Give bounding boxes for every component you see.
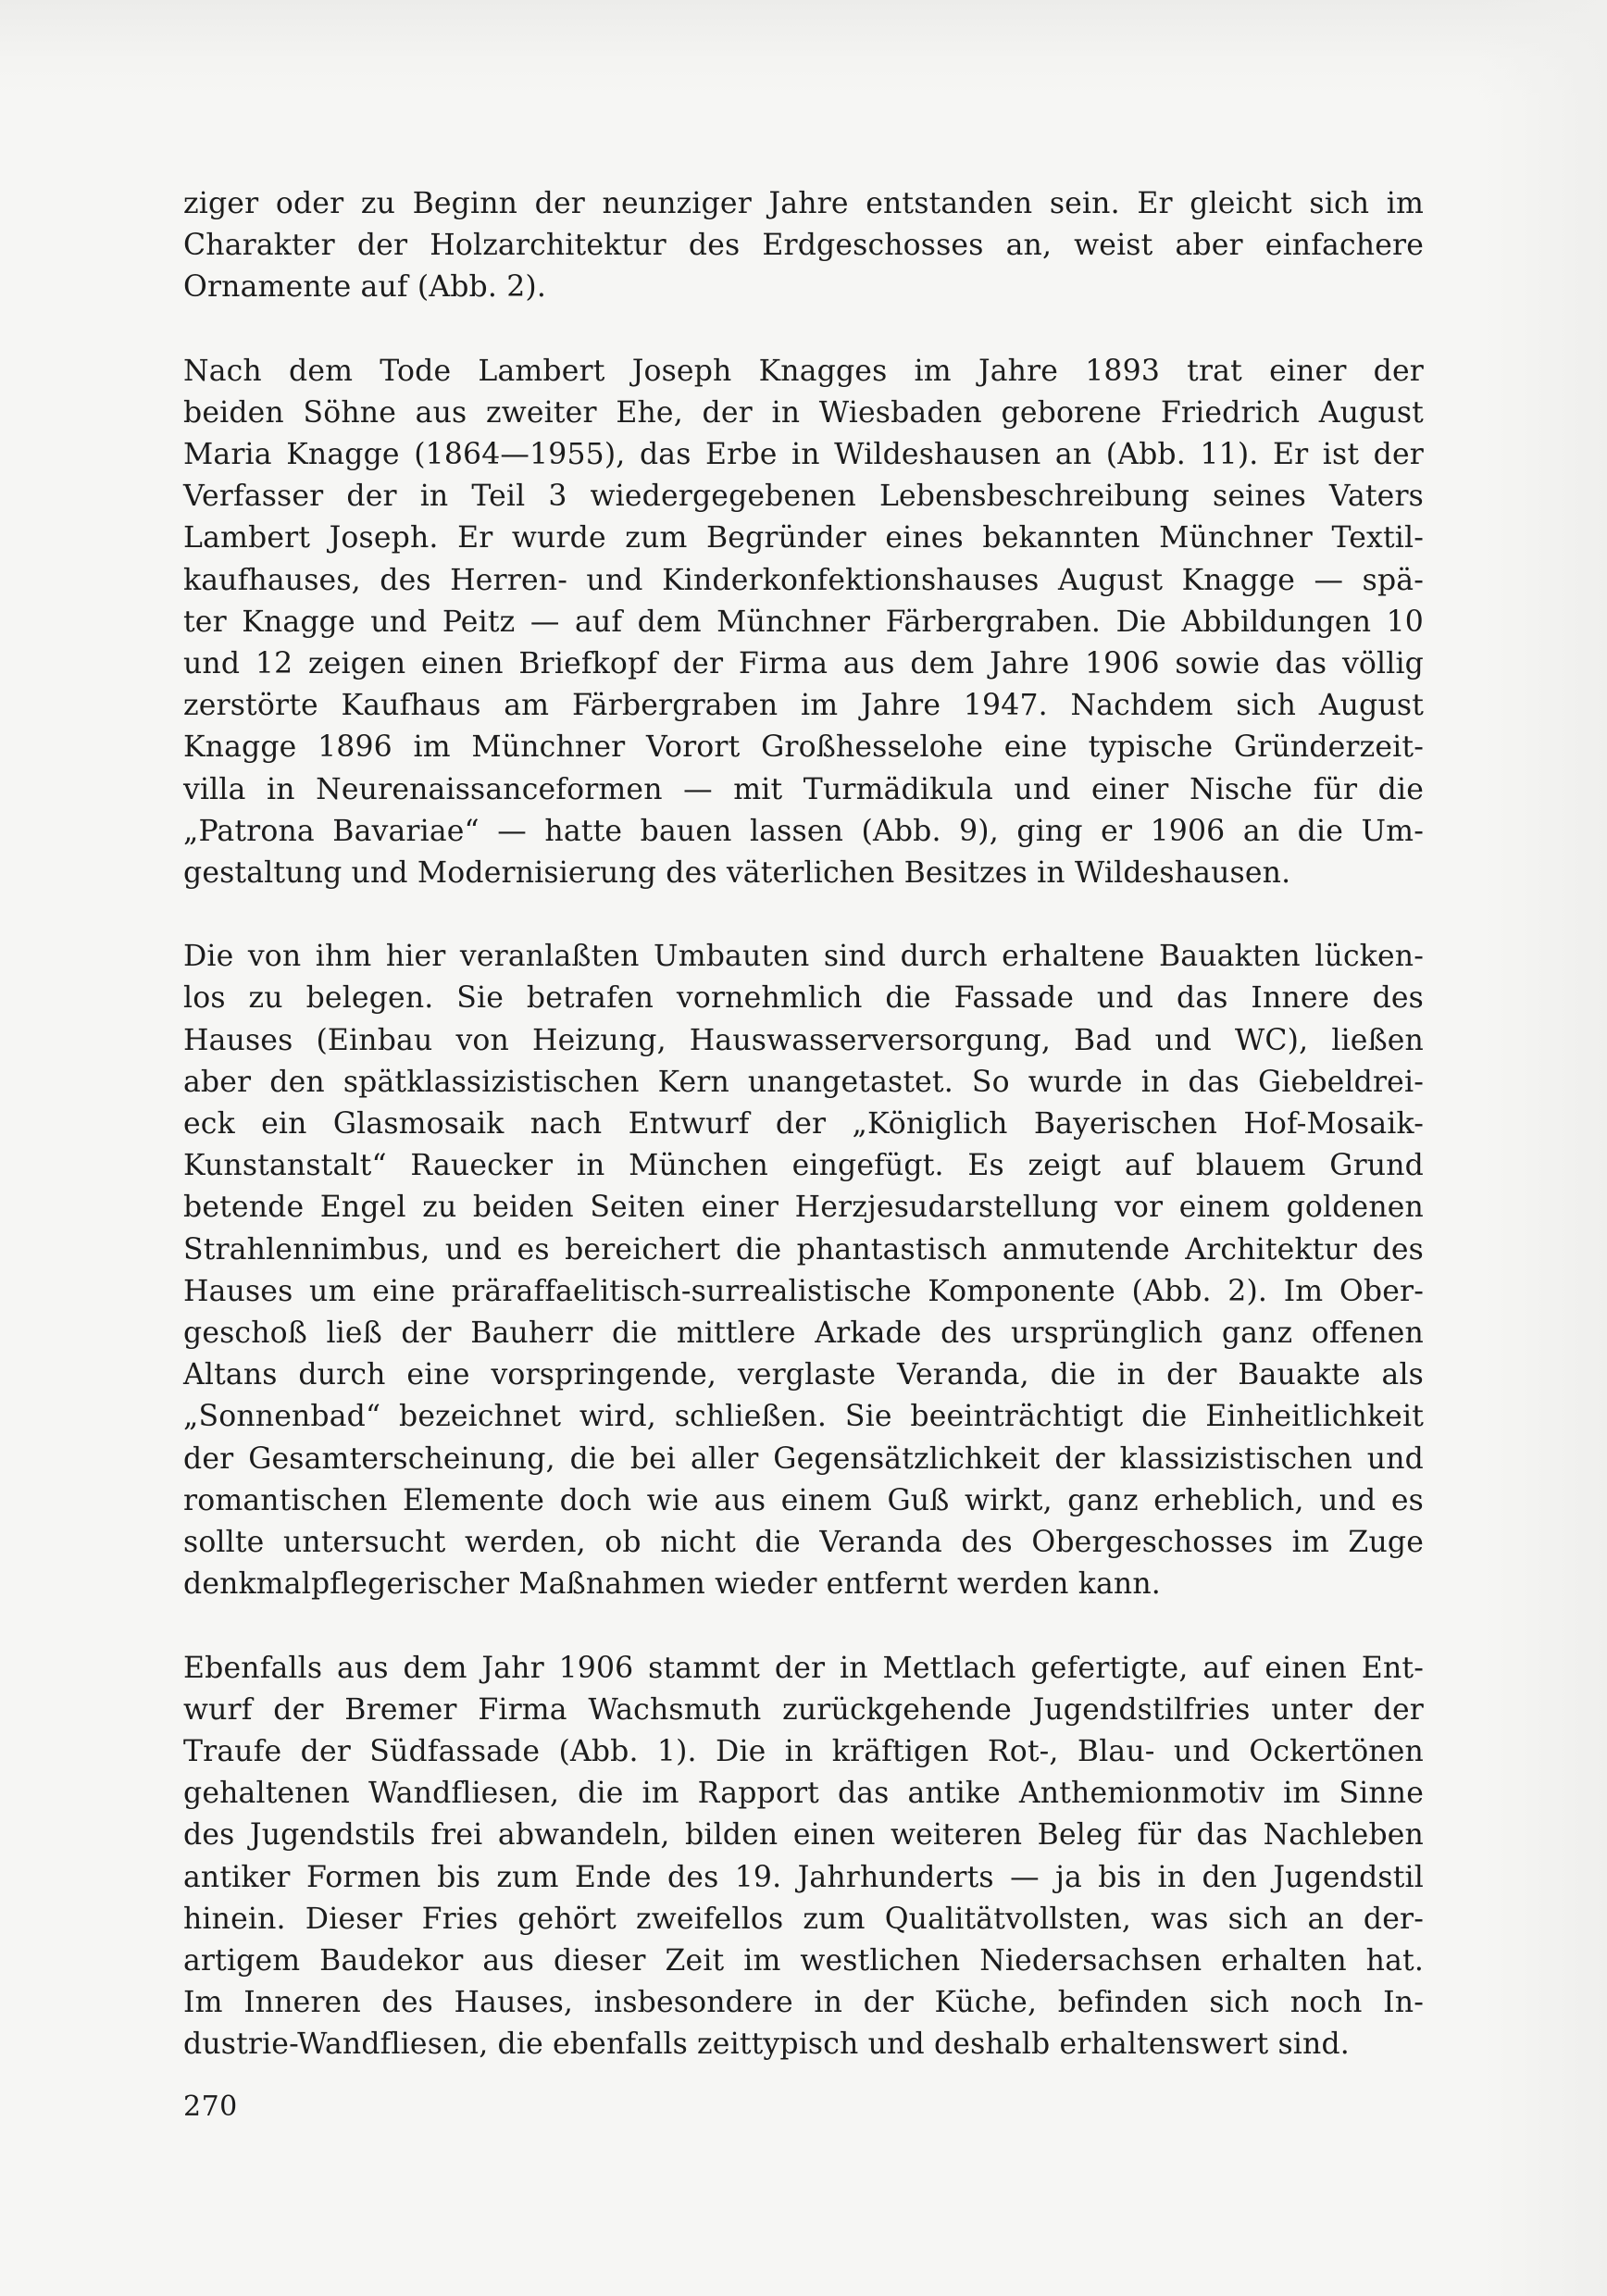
text-line: „Sonnenbad“ bezeichnet wird, schließen. Sie beeinträchtigt die Einheitlichkeit bbox=[183, 1400, 1424, 1434]
text-line: Altans durch eine vorspringende, verglaste Veranda, die in der Bauakte als bbox=[183, 1358, 1424, 1392]
text-line: antiker Formen bis zum Ende des 19. Jahrhunderts — ja bis in den Jugendstil bbox=[183, 1860, 1424, 1894]
text-line: gehaltenen Wandfliesen, die im Rapport das antike Anthemionmotiv im Sinne bbox=[183, 1777, 1424, 1811]
text-line: denkmalpflegerischer Maßnahmen wieder entfernt werden kann. bbox=[183, 1567, 1161, 1602]
text-line: Hauses um eine präraffaelitisch-surrealistische Komponente (Abb. 2). Im Ober- bbox=[183, 1274, 1424, 1308]
text-line: romantischen Elemente doch wie aus einem Guß wirkt, ganz erheblich, und es bbox=[183, 1483, 1424, 1517]
text-line: Im Inneren des Hauses, insbesondere in der Küche, befinden sich noch In- bbox=[183, 1986, 1424, 2020]
text-line: Nach dem Tode Lambert Joseph Knagges im Jahre 1893 trat einer der bbox=[183, 354, 1424, 388]
text-line: Ornamente auf (Abb. 2). bbox=[183, 270, 546, 305]
paragraph bbox=[183, 1648, 1424, 2066]
text-line: Die von ihm hier veranlaßten Umbauten sind durch erhaltene Bauakten lücken- bbox=[183, 940, 1424, 974]
page-number: 270 bbox=[183, 2090, 238, 2123]
text-line: hinein. Dieser Fries gehört zweifellos zum Qualitätvollsten, was sich an der- bbox=[183, 1902, 1424, 1936]
text-line: Ebenfalls aus dem Jahr 1906 stammt der in Mettlach gefertigte, auf einen Ent- bbox=[183, 1651, 1424, 1685]
text-line: Maria Knagge (1864—1955), das Erbe in Wildeshausen an (Abb. 11). Er ist der bbox=[183, 438, 1424, 472]
text-line: und 12 zeigen einen Briefkopf der Firma aus dem Jahre 1906 sowie das völlig bbox=[183, 647, 1424, 681]
text-line: wurf der Bremer Firma Wachsmuth zurückgehende Jugendstilfries unter der bbox=[183, 1692, 1424, 1727]
text-line: betende Engel zu beiden Seiten einer Herzjesudarstellung vor einem goldenen bbox=[183, 1191, 1424, 1225]
text-line: Kunstanstalt“ Rauecker in München eingefügt. Es zeigt auf blauem Grund bbox=[183, 1149, 1424, 1183]
text-line: der Gesamterscheinung, die bei aller Gegensätzlichkeit der klassizistischen und bbox=[183, 1441, 1424, 1476]
text-line: artigem Baudekor aus dieser Zeit im westlichen Niedersachsen erhalten hat. bbox=[183, 1943, 1424, 1978]
paragraph bbox=[183, 936, 1424, 1605]
page-shadow-top bbox=[0, 0, 1607, 102]
text-line: ter Knagge und Peitz — auf dem Münchner Färbergraben. Die Abbildungen 10 bbox=[183, 605, 1424, 639]
text-line: „Patrona Bavariae“ — hatte bauen lassen (Abb. 9), ging er 1906 an die Um- bbox=[183, 814, 1424, 848]
text-line: Charakter der Holzarchitektur des Erdgeschosses an, weist aber einfachere bbox=[183, 229, 1424, 263]
text-line: Traufe der Südfassade (Abb. 1). Die in kräftigen Rot-, Blau- und Ockertönen bbox=[183, 1734, 1424, 1768]
paragraph bbox=[183, 183, 1424, 309]
text-line: Strahlennimbus, und es bereichert die phantastisch anmutende Architektur des bbox=[183, 1232, 1424, 1267]
text-line: sollte untersucht werden, ob nicht die Veranda des Obergeschosses im Zuge bbox=[183, 1526, 1424, 1560]
text-line: Hauses (Einbau von Heizung, Hauswasserversorgung, Bad und WC), ließen bbox=[183, 1023, 1424, 1057]
paragraph bbox=[183, 351, 1424, 895]
text-line: kaufhauses, des Herren- und Kinderkonfektionshauses August Knagge — spä- bbox=[183, 563, 1424, 597]
text-line: geschoß ließ der Bauherr die mittlere Arkade des ursprünglich ganz offenen bbox=[183, 1316, 1424, 1351]
text-line: eck ein Glasmosaik nach Entwurf der „Königlich Bayerischen Hof-Mosaik- bbox=[183, 1107, 1424, 1142]
text-line: Verfasser der in Teil 3 wiedergegebenen Lebensbeschreibung seines Vaters bbox=[183, 480, 1424, 514]
text-line: dustrie-Wandfliesen, die ebenfalls zeittypisch und deshalb erhaltenswert sind. bbox=[183, 2028, 1350, 2062]
text-line: gestaltung und Modernisierung des väterlichen Besitzes in Wildeshausen. bbox=[183, 856, 1291, 891]
text-line: des Jugendstils frei abwandeln, bilden einen weiteren Beleg für das Nachleben bbox=[183, 1818, 1424, 1853]
page-shadow-right bbox=[1477, 0, 1607, 2296]
text-line: Lambert Joseph. Er wurde zum Begründer eines bekannten Münchner Textil- bbox=[183, 521, 1424, 555]
text-line: aber den spätklassizistischen Kern unangetastet. So wurde in das Giebeldrei- bbox=[183, 1065, 1424, 1099]
body-text bbox=[183, 183, 1424, 2066]
text-line: Knagge 1896 im Münchner Vorort Großhesselohe eine typische Gründerzeit- bbox=[183, 730, 1424, 765]
text-line: los zu belegen. Sie betrafen vornehmlich die Fassade und das Innere des bbox=[183, 981, 1424, 1016]
text-line: zerstörte Kaufhaus am Färbergraben im Jahre 1947. Nachdem sich August bbox=[183, 689, 1424, 723]
text-line: ziger oder zu Beginn der neunziger Jahre entstanden sein. Er gleicht sich im bbox=[183, 187, 1424, 220]
text-line: beiden Söhne aus zweiter Ehe, der in Wiesbaden geborene Friedrich August bbox=[183, 395, 1424, 430]
text-line: villa in Neurenaissanceformen — mit Turmädikula und einer Nische für die bbox=[183, 772, 1424, 806]
